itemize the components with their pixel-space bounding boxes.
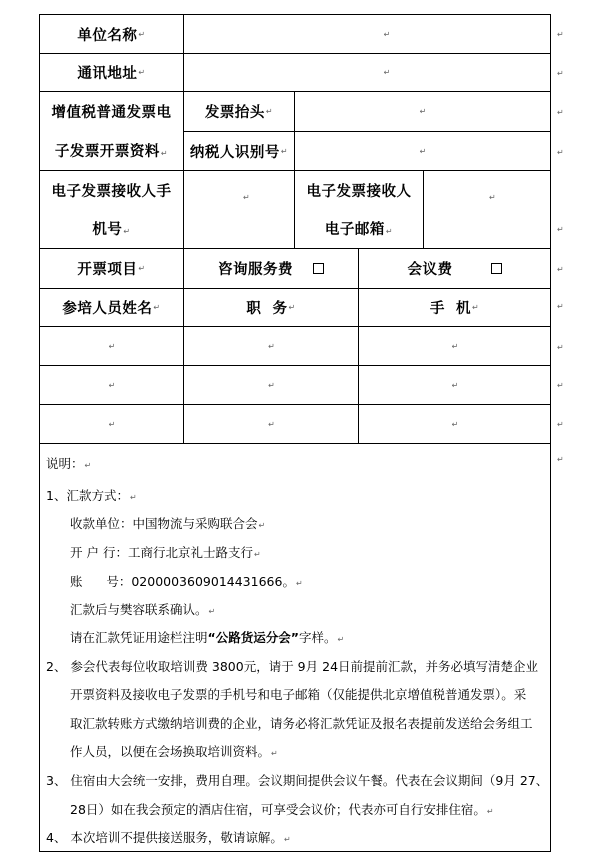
row-end-mark: ↵: [557, 225, 564, 234]
attendee-mobile-cell[interactable]: ↵: [359, 405, 551, 444]
note-1-bank: 开 户 行：工商行北京礼士路支行↵: [70, 545, 261, 560]
note-1-heading: 1、汇款方式：↵: [46, 488, 137, 503]
row-end-mark: ↵: [557, 381, 564, 390]
consulting-fee-label: 咨询服务费: [218, 262, 293, 278]
address-field[interactable]: ↵: [184, 54, 551, 92]
receiver-email-label-cell: 电子发票接收人 电子邮箱↵: [295, 171, 424, 249]
attendee-position-cell[interactable]: ↵: [184, 366, 359, 405]
row-end-mark: ↵: [557, 108, 564, 117]
invoice-title-field[interactable]: ↵: [295, 92, 551, 132]
meeting-fee-checkbox[interactable]: [491, 263, 502, 274]
row-end-mark: ↵: [557, 265, 564, 274]
attendee-name-cell[interactable]: ↵: [39, 327, 184, 366]
receiver-phone-label-cell: 电子发票接收人手 机号↵: [39, 171, 184, 249]
note-4: 4、 本次培训不提供接送服务，敬请谅解。↵: [46, 830, 291, 845]
notes-section: [39, 444, 551, 852]
unit-name-label: 单位名称: [77, 27, 138, 44]
note-1-remark: 请在汇款凭证用途栏注明“公路货运分会”字样。↵: [70, 630, 345, 645]
receiver-email-field[interactable]: ↵: [424, 171, 551, 249]
attendee-name-header: 参培人员姓名 ↵: [39, 289, 184, 327]
attendee-name-cell[interactable]: ↵: [39, 405, 184, 444]
note-3-line2: 28日）如在我会预定的酒店住宿，可享受会议价；代表亦可自行安排住宿。↵: [70, 802, 494, 817]
attendee-mobile-cell[interactable]: ↵: [359, 327, 551, 366]
attendee-position-cell[interactable]: ↵: [184, 327, 359, 366]
address-label-cell: 通讯地址 ↵: [39, 54, 184, 92]
unit-name-label-cell: 单位名称 ↵: [39, 14, 184, 54]
row-end-mark: ↵: [557, 420, 564, 429]
row-end-mark: ↵: [557, 343, 564, 352]
row-end-mark: ↵: [557, 30, 564, 39]
row-end-mark: ↵: [557, 455, 564, 464]
note-2-line2: 开票资料及接收电子发票的手机号和电子邮箱（仅能提供北京增值税普通发票）。采: [70, 687, 527, 702]
mobile-header: 手 机 ↵: [359, 289, 551, 327]
position-header: 职 务 ↵: [184, 289, 359, 327]
attendee-position-cell[interactable]: ↵: [184, 405, 359, 444]
invoice-item-label: 开票项目: [77, 262, 138, 278]
note-2-line1: 2、 参会代表每位收取培训费 3800元，请于 9月 24日前提前汇款，并务必填写清楚企业: [46, 659, 539, 674]
attendee-name-cell[interactable]: ↵: [39, 366, 184, 405]
attendee-mobile-cell[interactable]: ↵: [359, 366, 551, 405]
registration-form: [39, 14, 551, 852]
note-2-line3: 取汇款转账方式缴纳培训费的企业，请务必将汇款凭证及报名表提前发送给会务组工: [70, 716, 533, 731]
row-end-mark: ↵: [557, 148, 564, 157]
receiver-phone-label-line2: 机号: [92, 222, 123, 239]
consulting-fee-checkbox[interactable]: [313, 263, 324, 274]
note-1-confirm: 汇款后与樊容联系确认。↵: [70, 602, 216, 617]
note-3-line1: 3、 住宿由大会统一安排，费用自理。会议期间提供会议午餐。代表在会议期间（9月 27、: [46, 773, 549, 788]
invoice-item-label-cell: 开票项目 ↵: [39, 249, 184, 289]
note-1-account: 账 号：0200003609014431666。↵: [70, 574, 303, 589]
taxpayer-id-label: 纳税人识别号: [189, 144, 280, 161]
taxpayer-id-field[interactable]: ↵: [295, 132, 551, 171]
note-2-line4: 作人员，以便在会场换取培训资料。↵: [70, 744, 278, 759]
note-1-payee: 收款单位：中国物流与采购联合会↵: [70, 516, 266, 531]
invoice-info-label-line2: 子发票开票资料: [54, 144, 160, 160]
consulting-fee-option[interactable]: [184, 249, 359, 289]
invoice-info-label-line1: 增值税普通发票电: [51, 105, 172, 121]
meeting-fee-option[interactable]: [359, 249, 551, 289]
row-end-mark: ↵: [557, 302, 564, 311]
receiver-email-label-line2: 电子邮箱: [324, 222, 385, 239]
invoice-title-label: 发票抬头: [204, 105, 265, 121]
row-end-mark: ↵: [557, 69, 564, 78]
unit-name-field[interactable]: ↵: [184, 14, 551, 54]
invoice-title-label-cell: 发票抬头 ↵: [184, 92, 295, 132]
address-label: 通讯地址: [77, 66, 138, 82]
receiver-phone-field[interactable]: ↵: [184, 171, 295, 249]
invoice-info-label-cell: 增值税普通发票电 子发票开票资料↵: [39, 92, 184, 171]
receiver-phone-label-line1: 电子发票接收人手: [51, 183, 172, 200]
receiver-email-label-line1: 电子发票接收人: [306, 183, 412, 200]
notes-title: 说明：↵: [46, 456, 92, 471]
taxpayer-id-label-cell: 纳税人识别号 ↵: [184, 132, 295, 171]
meeting-fee-label: 会议费: [407, 262, 453, 278]
